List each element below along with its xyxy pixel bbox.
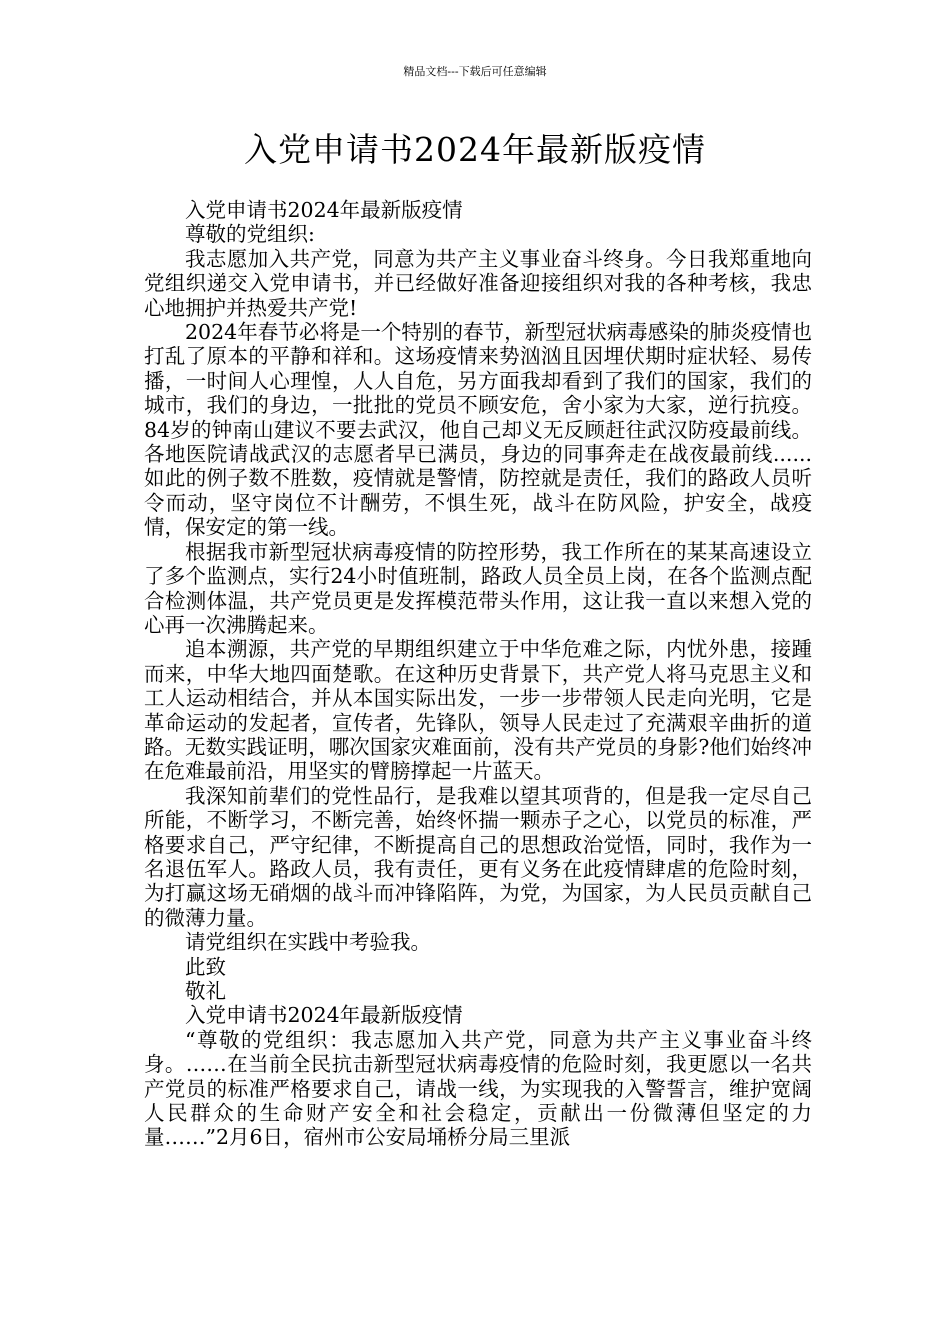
paragraph-closing: 请党组织在实践中考验我。: [185, 930, 431, 955]
paragraph-body: 根据我市新型冠状病毒疫情的防控形势，我工作所在的某某高速设立了多个监测点，实行24小时值班制，路政人员全员上岗，在各个监测点配合检测体温，共产党员更是发挥模范带头作用，这让我一直以来想入党的心再一次沸腾起来。: [144, 539, 812, 637]
paragraph-body: 我志愿加入共产党，同意为共产主义事业奋斗终身。今日我郑重地向党组织递交入党申请书，并已经做好准备迎接组织对我的各种考核，我忠心地拥护并热爱共产党!: [144, 246, 812, 320]
paragraph-subtitle: 入党申请书2024年最新版疫情: [185, 198, 463, 222]
paragraph-closing: 此致: [185, 954, 226, 979]
paragraph-salutation: 尊敬的党组织:: [185, 222, 315, 247]
paragraph-body: 我深知前辈们的党性品行，是我难以望其项背的，但是我一定尽自己所能，不断学习，不断完善，始终怀揣一颗赤子之心，以党员的标准，严格要求自己，严守纪律，不断提高自己的思想政治觉悟，同时，我作为一名退伍军人。路政人员，我有责任，更有义务在此疫情肆虐的危险时刻，为打赢这场无硝烟的战斗而冲锋陷阵，为党，为国家，为人民员贡献自己的微薄力量。: [144, 783, 812, 930]
page-header: 精品文档---下载后可任意编辑: [403, 65, 547, 78]
paragraph-closing: 敬礼: [185, 979, 226, 1003]
document-body: [144, 198, 812, 1150]
paragraph-body: 追本溯源，共产党的早期组织建立于中华危难之际，内忧外患，接踵而来，中华大地四面楚歌。在这种历史背景下，共产党人将马克思主义和工人运动相结合，并从本国实际出发，一步一步带领人民走向光明，它是革命运动的发起者，宣传者，先锋队，领导人民走过了充满艰辛曲折的道路。无数实践证明，哪次国家灾难面前，没有共产党员的身影?他们始终冲在危难最前沿，用坚实的臂膀撑起一片蓝天。: [144, 637, 812, 784]
paragraph-quote: “尊敬的党组织：我志愿加入共产党，同意为共产主义事业奋斗终身。……在当前全民抗击新型冠状病毒疫情的危险时刻，我更愿以一名共产党员的标准严格要求自己，请战一线，为实现我的入警誓言，维护宽阔人民群众的生命财产安全和社会稳定，贡献出一份微薄但坚定的力量……”2月6日，宿州市公安局埇桥分局三里派: [144, 1027, 812, 1150]
paragraph-body: 2024年春节必将是一个特别的春节，新型冠状病毒感染的肺炎疫情也打乱了原本的平静和祥和。这场疫情来势汹汹且因埋伏期时症状轻、易传播，一时间人心理惶，人人自危，另方面我却看到了我们的国家，我们的城市，我们的身边，一批批的党员不顾安危，舍小家为大家，逆行抗疫。84岁的钟南山建议不要去武汉，他自己却义无反顾赶往武汉防疫最前线。各地医院请战武汉的志愿者早已满员，身边的同事奔走在战夜最前线......如此的例子数不胜数，疫情就是警情，防控就是责任，我们的路政人员听令而动，坚守岗位不计酬劳，不惧生死，战斗在防风险，护安全，战疫情，保安定的第一线。: [144, 320, 812, 540]
paragraph-subtitle: 入党申请书2024年最新版疫情: [185, 1003, 463, 1028]
document-title: 入党申请书2024年最新版疫情: [244, 130, 706, 169]
